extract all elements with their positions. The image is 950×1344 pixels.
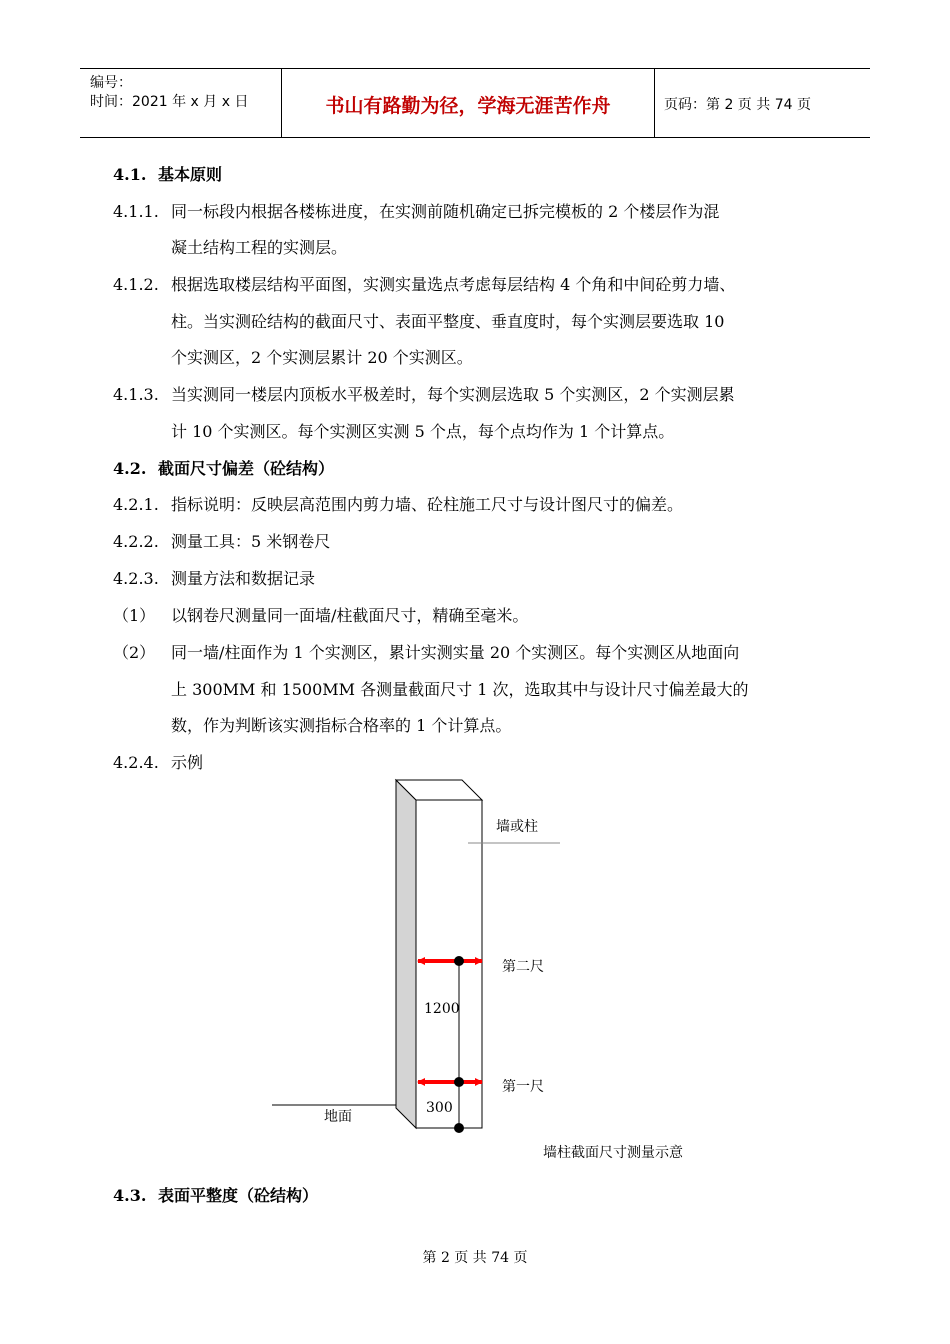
clause-text: 指标说明：反映层高范围内剪力墙、砼柱施工尺寸与设计图尺寸的偏差。: [171, 495, 684, 514]
clause-4-1-2-cont-1: 柱。当实测砼结构的截面尺寸、表面平整度、垂直度时，每个实测层要选取 10: [171, 312, 725, 331]
measure-point-dot: [454, 1077, 464, 1087]
wall-label: 墙或柱: [496, 819, 538, 835]
document-number-label: 编号：: [90, 75, 132, 91]
clause-number: 4.1.2.: [113, 275, 159, 294]
item-2-cont-1: 上 300MM 和 1500MM 各测量截面尺寸 1 次，选取其中与设计尺寸偏差最大的: [171, 680, 749, 699]
section-number: 4.2.: [113, 459, 147, 478]
measure-point-dot: [454, 956, 464, 966]
item-text: 以钢卷尺测量同一面墙/柱截面尺寸，精确至毫米。: [171, 606, 529, 625]
dimension-1200-label: 1200: [424, 1001, 460, 1017]
page-footer: 第 2 页 共 74 页: [422, 1250, 528, 1266]
ground-point-dot: [454, 1123, 464, 1133]
diagram-caption: 墙柱截面尺寸测量示意: [543, 1145, 683, 1161]
section-title: 表面平整度（砼结构）: [158, 1186, 319, 1205]
clause-4-1-2-cont-2: 个实测区，2 个实测层累计 20 个实测区。: [171, 348, 473, 367]
clause-number: 4.2.2.: [113, 532, 159, 551]
clause-number: 4.2.1.: [113, 495, 159, 514]
item-2-cont-2: 数，作为判断该实测指标合格率的 1 个计算点。: [171, 716, 512, 735]
clause-text: 当实测同一楼层内顶板水平极差时，每个实测层选取 5 个实测区，2 个实测层累: [171, 385, 735, 404]
header-page-info: 页码：第 2 页 共 74 页: [664, 97, 811, 113]
first-measure-label: 第一尺: [502, 1079, 544, 1095]
section-number: 4.3.: [113, 1186, 147, 1205]
item-text: 同一墙/柱面作为 1 个实测区，累计实测实量 20 个实测区。每个实测区从地面向: [171, 643, 740, 662]
clause-text: 测量方法和数据记录: [171, 569, 316, 588]
wall-front-face: [416, 800, 482, 1128]
clause-number: 4.1.3.: [113, 385, 159, 404]
section-number: 4.1.: [113, 165, 147, 184]
dimension-300-label: 300: [426, 1100, 453, 1116]
clause-number: 4.2.3.: [113, 569, 159, 588]
second-measure-label: 第二尺: [502, 959, 544, 975]
clause-4-1-3-cont: 计 10 个实测区。每个实测区实测 5 个点，每个点均作为 1 个计算点。: [171, 422, 675, 441]
clause-text: 测量工具：5 米钢卷尺: [171, 532, 331, 551]
clause-text: 同一标段内根据各楼栋进度，在实测前随机确定已拆完模板的 2 个楼层作为混: [171, 202, 720, 221]
clause-number: 4.2.4.: [113, 753, 159, 772]
section-title: 基本原则: [158, 165, 223, 184]
clause-number: 4.1.1.: [113, 202, 159, 221]
item-number: （1）: [113, 606, 156, 625]
document-time-label: 时间：2021 年 x 月 x 日: [90, 94, 249, 110]
section-heading-4-3: [113, 1183, 318, 1206]
ground-label: 地面: [324, 1109, 352, 1125]
header-motto: 书山有路勤为径，学海无涯苦作舟: [325, 95, 611, 117]
clause-4-1-1-cont: 凝土结构工程的实测层。: [171, 238, 348, 257]
item-number: （2）: [113, 643, 156, 662]
wall-side-face: [396, 780, 416, 1128]
clause-text: 示例: [171, 753, 204, 772]
section-title: 截面尺寸偏差（砼结构）: [158, 459, 335, 478]
clause-text: 根据选取楼层结构平面图，实测实量选点考虑每层结构 4 个角和中间砼剪力墙、: [171, 275, 736, 294]
